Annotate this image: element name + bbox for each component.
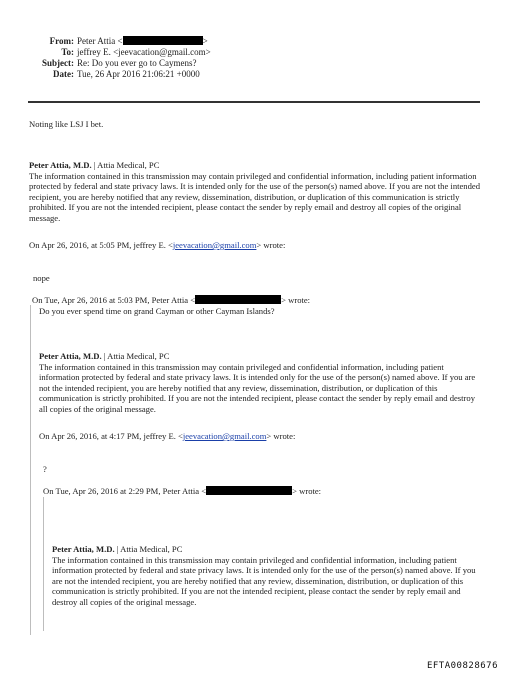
signature-org: | Attia Medical, PC [114, 544, 183, 554]
signature-name: Peter Attia, M.D. [52, 544, 115, 554]
quote1-attribution-pre: On Apr 26, 2016, at 5:05 PM, jeffrey E. < [29, 240, 173, 250]
subject-label: Subject: [42, 58, 74, 68]
signature-disclaimer: The information contained in this transmission may contain privileged and confidential information, including patient information protected by federal and state privacy laws. It is intended only for the use of the person(s) named above. If you are not the intended recipient, you are hereby notified that any review, dissemination, distribution, or duplication of this communication is strictly prohibited. If you are not the intended recipient, please contact the sender by reply email and destroy all copies of the original message. [52, 554, 476, 607]
redaction-box [123, 36, 203, 45]
signature-org: | Attia Medical, PC [91, 160, 160, 170]
quote1-attribution-post: > wrote: [256, 240, 286, 250]
redaction-box [195, 295, 281, 304]
quote3-attribution-post: > wrote: [266, 431, 296, 441]
header-date [0, 69, 230, 80]
header-to [0, 47, 230, 58]
signature-block-quoted-2 [52, 544, 484, 608]
to-label: To: [61, 47, 74, 57]
quote3-attribution [39, 431, 295, 442]
quote3-email-link[interactable]: jeevacation@gmail.com [182, 431, 267, 441]
quote1-body: nope [33, 273, 50, 283]
signature-name: Peter Attia, M.D. [39, 351, 102, 361]
signature-block [29, 160, 484, 224]
to-value: jeffrey E. <jeevacation@gmail.com> [77, 47, 211, 57]
subject-value: Re: Do you ever go to Caymens? [77, 58, 197, 68]
signature-block-quoted-1 [39, 351, 485, 415]
quote3-body: ? [43, 464, 47, 474]
header-divider [28, 101, 480, 103]
quote4-attribution-post: > wrote: [292, 486, 322, 496]
header-from [0, 36, 230, 47]
quote4-attribution-pre: On Tue, Apr 26, 2016 at 2:29 PM, Peter Attia < [43, 486, 207, 496]
from-close: > [202, 36, 208, 46]
quote2-attribution-post: > wrote: [281, 295, 311, 305]
quote2-attribution [32, 295, 310, 306]
quote1-email-link[interactable]: jeevacation@gmail.com [172, 240, 257, 250]
quote4-attribution [43, 486, 321, 497]
signature-disclaimer: The information contained in this transmission may contain privileged and confidential information, including patient information protected by federal and state privacy laws. It is intended only for the use of the person(s) named above. If you are not the intended recipient, you are hereby notified that any review, dissemination, distribution, or duplication of this communication is strictly prohibited. If you are not the intended recipient, please contact the sender by reply email and destroy all copies of the original message. [29, 170, 481, 223]
message-body: Noting like LSJ I bet. [29, 119, 104, 129]
quote3-attribution-pre: On Apr 26, 2016, at 4:17 PM, jeffrey E. < [39, 431, 183, 441]
quote-bar-level2 [43, 497, 44, 631]
quote-bar-level1 [30, 305, 31, 635]
quote2-body: Do you ever spend time on grand Cayman or other Cayman Islands? [39, 306, 275, 316]
signature-disclaimer: The information contained in this transmission may contain privileged and confidential information, including patient information protected by federal and state privacy laws. It is intended only for the use of the person(s) named above. If you are not the intended recipient, you are hereby notified that any review, dissemination, distribution, or duplication of this communication is strictly prohibited. If you are not the intended recipient, please contact the sender by reply email and destroy all copies of the original message. [39, 361, 476, 414]
signature-org: | Attia Medical, PC [101, 351, 170, 361]
header-subject [0, 58, 230, 69]
signature-name: Peter Attia, M.D. [29, 160, 92, 170]
redaction-box [206, 486, 292, 495]
from-name: Peter Attia < [77, 36, 123, 46]
from-label: From: [49, 36, 74, 46]
date-label: Date: [53, 69, 74, 79]
date-value: Tue, 26 Apr 2016 21:06:21 +0000 [77, 69, 200, 79]
quote2-attribution-pre: On Tue, Apr 26, 2016 at 5:03 PM, Peter Attia < [32, 295, 196, 305]
document-id: EFTA00828676 [426, 661, 498, 671]
quote1-attribution [29, 240, 285, 251]
